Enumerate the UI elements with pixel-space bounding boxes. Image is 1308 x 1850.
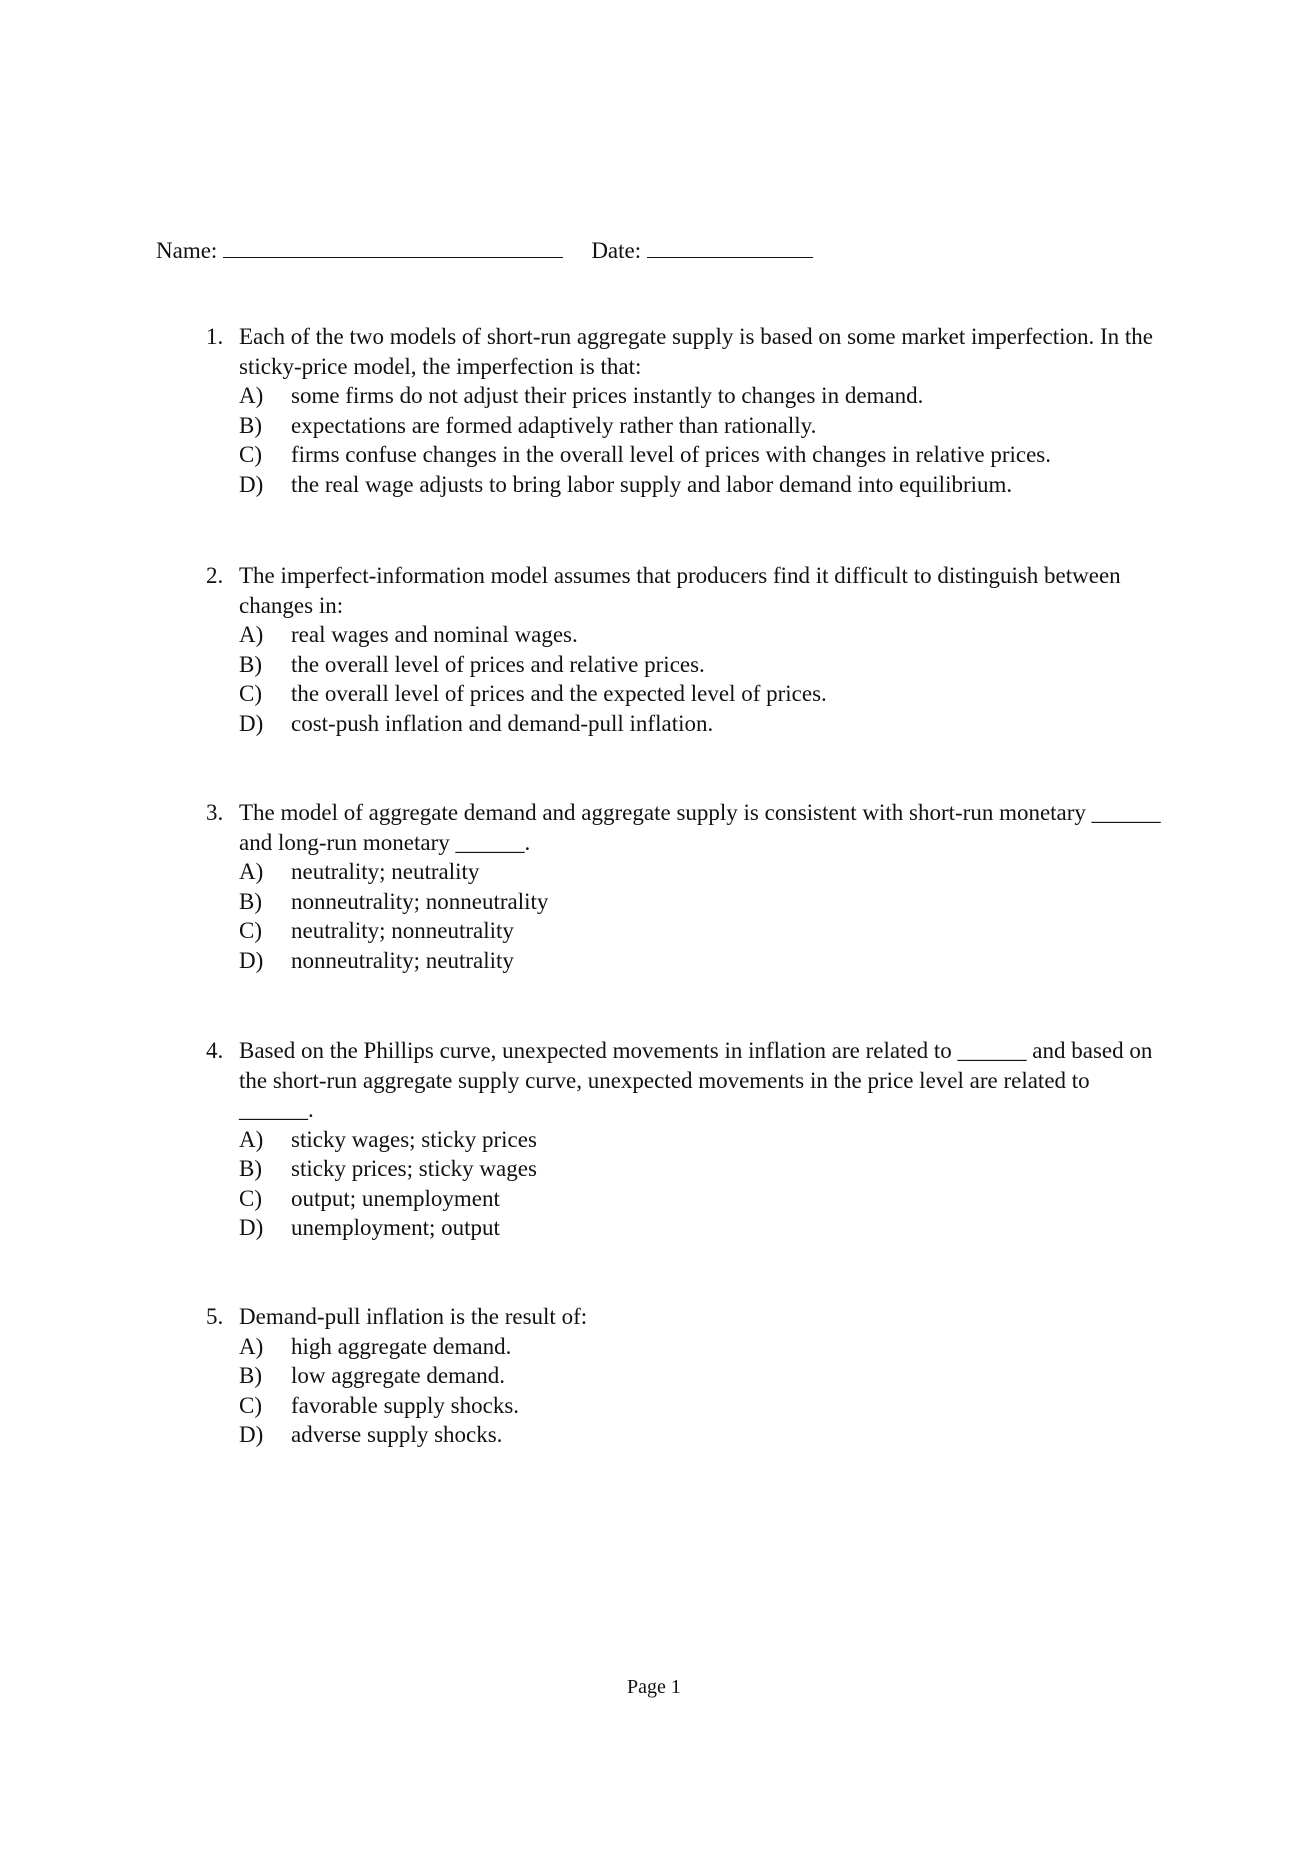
option-b xyxy=(239,1154,1166,1184)
option-c xyxy=(239,440,1166,470)
date-blank-line xyxy=(647,237,813,258)
option-d xyxy=(239,946,1166,976)
option-letter: B) xyxy=(239,412,262,438)
option-letter: C) xyxy=(239,1392,262,1418)
name-blank-line xyxy=(223,237,563,258)
question-stem xyxy=(206,561,1166,620)
question-stem xyxy=(206,798,1166,857)
option-text: low aggregate demand. xyxy=(291,1363,505,1388)
question-text: Each of the two models of short-run aggregate supply is based on some market imperfection. In the sticky-price model, the imperfection is that: xyxy=(239,324,1153,379)
option-b xyxy=(239,1361,1166,1391)
option-d xyxy=(239,470,1166,500)
option-list xyxy=(206,857,1166,975)
option-letter: A) xyxy=(239,859,264,884)
name-date-header xyxy=(156,237,813,264)
option-a xyxy=(239,857,1166,887)
option-letter: A) xyxy=(239,622,264,647)
option-letter: C) xyxy=(239,681,262,706)
option-list xyxy=(206,620,1166,738)
option-c xyxy=(239,1184,1166,1214)
option-text: the real wage adjusts to bring labor supply and labor demand into equilibrium. xyxy=(291,471,1013,497)
option-text: adverse supply shocks. xyxy=(291,1422,503,1447)
question-number: 1. xyxy=(206,324,224,349)
question-stem xyxy=(206,1302,1166,1332)
option-text: high aggregate demand. xyxy=(291,1333,512,1359)
option-list xyxy=(206,1125,1166,1243)
option-b xyxy=(239,887,1166,917)
option-a xyxy=(239,620,1166,650)
page-number: Page 1 xyxy=(627,1676,681,1698)
option-text: favorable supply shocks. xyxy=(291,1392,520,1418)
option-letter: A) xyxy=(239,1333,264,1359)
option-letter: B) xyxy=(239,888,262,914)
option-text: the overall level of prices and relative prices. xyxy=(291,651,705,677)
question-text: Based on the Phillips curve, unexpected movements in inflation are related to ______ and based on the short-run aggregate supply curve, unexpected movements in the price level are related to ______. xyxy=(239,1038,1153,1122)
question-text: The model of aggregate demand and aggregate supply is consistent with short-run monetary ______ and long-run monetary ______. xyxy=(239,800,1161,855)
option-letter: A) xyxy=(239,383,264,408)
question-2 xyxy=(206,561,1166,738)
option-letter: C) xyxy=(239,1185,262,1211)
option-text: sticky prices; sticky wages xyxy=(291,1156,537,1181)
option-d xyxy=(239,1213,1166,1243)
option-text: sticky wages; sticky prices xyxy=(291,1126,537,1152)
option-list xyxy=(206,381,1166,499)
option-letter: D) xyxy=(239,1215,264,1240)
question-1 xyxy=(206,322,1166,499)
option-list xyxy=(206,1332,1166,1450)
question-number: 4. xyxy=(206,1038,224,1063)
question-stem xyxy=(206,322,1166,381)
option-a xyxy=(239,1332,1166,1362)
option-b xyxy=(239,411,1166,441)
option-text: neutrality; neutrality xyxy=(291,859,480,884)
question-4 xyxy=(206,1036,1166,1243)
option-letter: C) xyxy=(239,918,262,943)
option-d xyxy=(239,1420,1166,1450)
option-text: real wages and nominal wages. xyxy=(291,622,578,647)
option-d xyxy=(239,709,1166,739)
option-a xyxy=(239,381,1166,411)
option-letter: D) xyxy=(239,710,264,736)
option-text: expectations are formed adaptively rather than rationally. xyxy=(291,412,817,438)
option-letter: B) xyxy=(239,1363,262,1388)
question-3 xyxy=(206,798,1166,975)
option-text: firms confuse changes in the overall level of prices with changes in relative prices. xyxy=(291,442,1051,467)
option-letter: D) xyxy=(239,1422,264,1447)
option-letter: A) xyxy=(239,1126,264,1152)
option-text: nonneutrality; nonneutrality xyxy=(291,888,549,914)
question-number: 5. xyxy=(206,1304,224,1329)
option-letter: B) xyxy=(239,1156,262,1181)
question-number: 2. xyxy=(206,563,224,588)
option-letter: B) xyxy=(239,651,262,677)
option-text: neutrality; nonneutrality xyxy=(291,918,514,943)
option-c xyxy=(239,916,1166,946)
question-text: The imperfect-information model assumes that producers find it difficult to distinguish between changes in: xyxy=(239,563,1121,618)
question-number: 3. xyxy=(206,800,224,825)
question-5 xyxy=(206,1302,1166,1450)
option-b xyxy=(239,650,1166,680)
option-letter: D) xyxy=(239,947,264,973)
date-label: Date: xyxy=(591,238,642,263)
option-text: some firms do not adjust their prices instantly to changes in demand. xyxy=(291,383,924,408)
option-a xyxy=(239,1125,1166,1155)
question-text: Demand-pull inflation is the result of: xyxy=(239,1304,588,1329)
option-letter: C) xyxy=(239,442,262,467)
option-text: the overall level of prices and the expected level of prices. xyxy=(291,681,827,706)
name-label: Name: xyxy=(156,238,218,263)
option-text: cost-push inflation and demand-pull inflation. xyxy=(291,710,714,736)
option-text: unemployment; output xyxy=(291,1215,500,1240)
option-text: nonneutrality; neutrality xyxy=(291,947,514,973)
option-text: output; unemployment xyxy=(291,1185,500,1211)
question-stem xyxy=(206,1036,1166,1125)
option-c xyxy=(239,1391,1166,1421)
option-c xyxy=(239,679,1166,709)
option-letter: D) xyxy=(239,471,264,497)
